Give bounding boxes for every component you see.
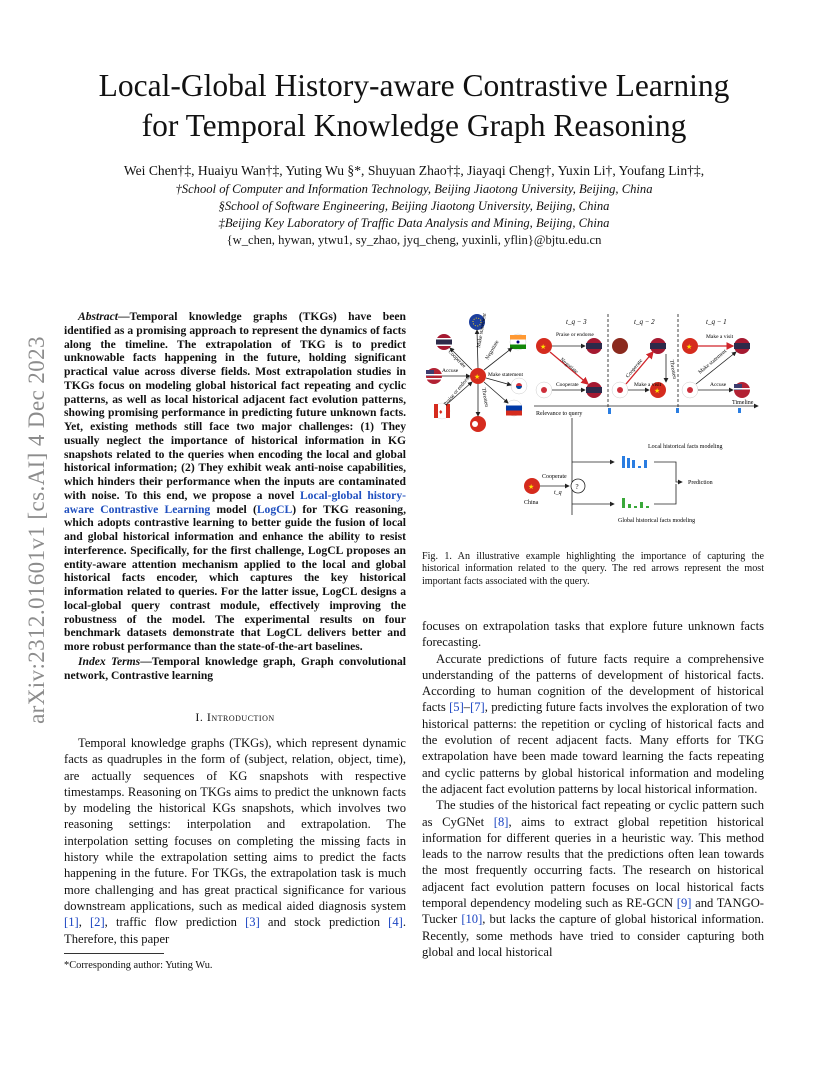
abstract-text-2: model ( <box>210 502 257 516</box>
svg-text:♦: ♦ <box>439 408 443 416</box>
edge-label-statement-tq1: Make statement <box>697 348 729 376</box>
intro-p3-text: The studies of the historical fact repeating or cyclic pattern such as CyGNet <box>422 798 764 829</box>
global-bars <box>622 498 649 508</box>
intro-right-column: focuses on extrapolation tasks that explore future unknown facts forecasting. Accurate predictions of future facts require a comprehensive understanding of the patterns of development of historical facts. According to human cognition of the development of historical facts [5]–[7], predicting future facts involves the exploration of two historical patterns: the repetition or cycling of historical facts and the evolution of recent adjacent facts. Many efforts for TKG extrapolation have been made toward learning the facts repeating and cyclic patterns by global historical information and modeling the adjacent fact evolution patterns by local historical information. The studies of the historical fact repeating or cyclic pattern such as CyGNet [8], aims to extract global repetition historical information for different queries in a heuristic way. This method leads to the narrow results that the predictions often lean towards the most frequently occurring facts. The research on historical adjacent fact evolution pattern focuses on local historical facts temporal dependency modeling such as RE-GCN [9] and TANGO-Tucker [10], but lacks the capture of global historical information. Recently, some methods have tried to consider capturing both global and local historical <box>422 619 764 959</box>
intro-p1-text-c: and stock prediction <box>259 915 389 930</box>
entity-node-india <box>510 334 526 350</box>
abstract: Abstract—Temporal knowledge graphs (TKGs) have been identified as a promising approach to represent the dynamics of facts along the timeline. The extrapolation of TKG is to predict unknowable facts happening in the future, holding significant practical value across diverse fields. Most extrapolation studies in TKGs focus on modeling global historical fact repeating and cyclic patterns, as well as local historical adjacent fact evolution patterns, showing promising performance in predicting future unknown facts. Yet, existing methods still face two major challenges: (1) They usually neglect the importance of historical information in KG snapshots related to the queries when encoding the local and global historical information; (2) They exhibit weak anti-noise capabilities, which hinders their performance when the inputs are contaminated with noise. To this end, we propose a novel Local-global history-aware Contrastive Learning model (LogCL) for TKG reasoning, which adopts contrastive learning to better guide the fusion of local and global historical information and enhance the ability to resist interference. Specifically, for the first challenge, LogCL proposes an entity-aware attention mechanism applied to the local and global historical facts encoder, which captures the key historical information related to queries. For the latter issue, LogCL designs a local-global query contrast module, effectively improving the robustness of the model. The experimental results on four benchmark datasets demonstrate that LogCL delivers better and more robust performance than the state-of-the-art baselines. Index Terms—Temporal knowledge graph, Graph convolutional network, Contrastive learning <box>64 310 406 682</box>
svg-text:★: ★ <box>528 483 535 491</box>
entity-node-thailand-tq3 <box>586 338 602 354</box>
edge-label-make-visit-tq2: Make a visit <box>634 382 662 388</box>
edge-label-praise-tq3: Praise or endorse <box>556 332 594 338</box>
svg-text:★: ★ <box>540 343 547 351</box>
citation-3[interactable]: [3] <box>245 915 260 930</box>
footnote-rule <box>64 953 164 954</box>
section-number: I. <box>195 710 204 724</box>
edge-label-praise-left: Praise or endorse <box>442 374 472 408</box>
prediction-label: Prediction <box>688 480 713 486</box>
entity-node-usa-tq1 <box>734 382 750 398</box>
local-model-label <box>648 443 722 450</box>
global-model-label-text: Global historical facts modeling <box>618 518 696 524</box>
citation-5[interactable]: [5] <box>449 700 464 715</box>
svg-text:★: ★ <box>654 387 661 395</box>
affiliation-3: ‡Beijing Key Laboratory of Traffic Data Analysis and Mining, Beijing, China <box>218 216 610 230</box>
figure-1-caption: Fig. 1. An illustrative example highlighting the importance of capturing the historical information related to the query. The red arrows represent the most important facts associated with the query. <box>422 551 764 587</box>
entity-node-thailand <box>436 334 452 350</box>
intro-left-column: Temporal knowledge graphs (TKGs), which represent dynamic facts as quadruples in the form of (subject, relation, object, time), are actually sequences of KG snapshots with respective timestamps. Reasoning on TKGs aims to predict the unknown facts by modeling the historical KGs snapshots, which involves two reasoning settings: interpolation and extrapolation. The interpolation setting focuses on completing the missing facts in history while the extrapolation setting aims to predict the facts happening in the future. For TKGs, the extrapolation task is much more challenging and has great practical significance for various downstream applications, such as medical aided diagnosis system [1], [2], traffic flow prediction [3] and stock prediction [4]. Therefore, this paper <box>64 736 407 946</box>
abstract-text-1: Temporal knowledge graphs (TKGs) have been identified as a promising approach to represent the dynamics of facts along the timeline. The extrapolation of TKG is to predict unknowable facts happening in the future, holding significant practical value across diverse fields. Most extrapolation studies in TKGs focus on modeling global historical fact repeating and cyclic patterns, as well as local historical adjacent fact evolution patterns, showing promising performance in predicting future unknown facts. Yet, existing methods still face two major challenges: (1) They usually neglect the importance of historical information in KG snapshots related to the queries when encoding the local and global historical information; (2) They exhibit weak anti-noise capabilities, which hinders their performance when the inputs are contaminated with noise. To this end, we propose a novel <box>64 310 406 502</box>
affiliation-2: §School of Software Engineering, Beijing Jiaotong University, Beijing, China <box>218 199 610 213</box>
entity-node-russia <box>506 400 522 416</box>
intro-p3-text-b: , aims to extract global repetition historical information for different queries in a heuristic way. This method leads to the narrow results that the predictions often lean towards the most frequently occurring facts. The research on historical adjacent fact evolution pattern focuses on local historical facts temporal dependency modeling such as RE-GCN <box>422 814 764 911</box>
entity-node-china-tq3 <box>536 338 552 354</box>
title-line-1: Local-Global History-aware Contrastive Learning <box>98 68 730 103</box>
intro-p1-continued: focuses on extrapolation tasks that explore future unknown facts forecasting. <box>422 619 764 650</box>
affiliation-1: †School of Computer and Information Technology, Beijing Jiaotong University, Beijing, China <box>175 182 653 196</box>
svg-text:★: ★ <box>474 373 481 381</box>
edge-label-accuse-tq1: Accuse <box>710 382 727 388</box>
edge-label-make-statement-vertical: Make statement <box>476 312 489 349</box>
abstract-text-3: ) for TKG reasoning, which adopts contrastive learning to better guide the fusion of local and global historical information and enhance the ability to resist interference. Specifically, for the first challenge, LogCL proposes an entity-aware attention mechanism applied to the local and global historical facts encoder, which captures the key historical information related to queries. For the latter issue, LogCL designs a local-global query contrast module, effectively improving the robustness of the model. The experimental results on four benchmark datasets demonstrate that LogCL delivers better and more robust performance than the state-of-the-art baselines. <box>64 502 406 653</box>
intro-p1-text: Temporal knowledge graphs (TKGs), which represent dynamic facts as quadruples in the form of (subject, relation, object, time), are actually sequences of KG snapshots with respective timestamps. Reasoning on TKGs aims to predict the unknown facts by modeling the historical KGs snapshots, which involves two reasoning settings: interpolation and extrapolation. The interpolation setting focuses on completing the missing facts in history while the extrapolation setting aims to predict the facts happening in the future. For TKGs, the extrapolation task is much more challenging and has great practical significance for various downstream applications, such as medical aided diagnosis system <box>64 736 406 913</box>
local-bars <box>622 456 647 468</box>
edge-label-cooperate-tq3: Cooperate <box>556 382 579 388</box>
edge-label-accuse-left: Accuse <box>442 368 459 374</box>
author-emails: {w_chen, hywan, ytwu1, sy_zhao, jyq_cheng, yuxinli, yflin}@bjtu.edu.cn <box>226 233 602 247</box>
entity-node-north-korea <box>470 416 486 432</box>
paper-title <box>40 66 788 146</box>
citation-8[interactable]: [8] <box>493 814 509 829</box>
time-label-1: t_q − 3 <box>566 318 587 326</box>
relevance-bar-tq2 <box>676 408 679 413</box>
edge-label-cooperate-tq2: Cooperate <box>624 358 645 380</box>
section-heading-introduction <box>64 710 406 725</box>
query-entity-china <box>524 478 540 494</box>
entity-node-usa-left <box>426 368 442 384</box>
index-terms-label: Index Terms <box>78 654 141 668</box>
title-line-2: for Temporal Knowledge Graph Reasoning <box>141 108 687 143</box>
timeline-label: Timeline <box>732 400 754 406</box>
arxiv-stamp <box>22 300 52 760</box>
figure-1-diagram <box>422 308 764 546</box>
entity-node-china-center <box>470 368 486 384</box>
relevance-bar-tq3 <box>608 408 611 414</box>
model-full-name: Local-global history-aware Contrastive Learning <box>64 488 406 516</box>
edge-label-threaten-tq2: Threaten <box>668 359 678 380</box>
intro-p1-text-d: . Therefore, this paper <box>64 915 407 946</box>
svg-text:★: ★ <box>686 343 693 351</box>
edge-label-negotiate-tq3: Negotiate <box>558 356 579 376</box>
entity-node-south-korea-tq1 <box>682 382 698 398</box>
entity-node-thailand-tq3b <box>586 382 602 398</box>
local-model-label-text: Local historical facts modeling <box>648 444 723 450</box>
edge-label-cooperate-left: Cooperate <box>446 349 467 370</box>
intro-p1-text-b: , traffic flow prediction <box>104 915 246 930</box>
citation-4[interactable]: [4] <box>388 915 403 930</box>
entity-node-south-korea-left <box>511 378 527 394</box>
edge-label-make-visit-tq1: Make a visit <box>706 334 734 340</box>
intro-p3-text-d: , but lacks the capture of global historical information. Recently, some methods have tried to consider capturing both global and local historical <box>422 912 764 959</box>
time-label-2: t_q − 2 <box>634 318 655 326</box>
citation-9[interactable]: [9] <box>676 896 692 911</box>
author-list: Wei Chen†‡, Huaiyu Wan†‡, Yuting Wu §*, Shuyuan Zhao†‡, Jiayaqi Cheng†, Yuxin Li†, Youfang Lin†‡, <box>123 163 705 178</box>
entity-node-thailand-tq2 <box>650 338 666 354</box>
edge-label-negotiate-left: Negotiate <box>484 339 501 361</box>
entity-node-chocolate-tq2 <box>612 338 628 354</box>
intro-p2-text: Accurate predictions of future facts require a comprehensive understanding of the patterns of development of historical facts. According to human cognition of the development of historical facts <box>422 651 764 715</box>
relevance-label: Relevance to query <box>536 411 583 417</box>
entity-node-china-tq1 <box>682 338 698 354</box>
section-title: Introduction <box>206 710 275 724</box>
figure-1 <box>422 308 764 551</box>
model-short-name: LogCL <box>256 502 293 516</box>
citation-7[interactable]: [7] <box>470 700 485 715</box>
edge-label-make-statement-right: Make statement <box>488 372 523 378</box>
query-question-mark: ? <box>575 483 579 491</box>
global-model-label <box>618 517 695 524</box>
intro-p2-text-b: , predicting future facts involves the exploration of two historical patterns: the repetition or cycling of historical facts and the evolution of recent adjacent facts. Many efforts for TKG extrapolation have been made toward learning the facts repeating and cyclic patterns by global historical information and modeling the adjacent fact evolution patterns by local historical information. <box>422 700 764 796</box>
citation-10[interactable]: [10] <box>461 912 483 927</box>
citation-2[interactable]: [2] <box>89 915 105 930</box>
index-terms-text: Temporal knowledge graph, Graph convolutional network, Contrastive learning <box>64 654 406 682</box>
query-time-label: t_q <box>554 490 562 496</box>
edge-to-south-korea <box>486 378 511 385</box>
flow-local-to-prediction <box>654 462 682 482</box>
citation-1[interactable]: [1] <box>64 915 79 930</box>
intro-p3-text-c: and TANGO-Tucker <box>422 896 764 927</box>
flow-global-to-prediction <box>654 484 676 504</box>
entity-node-south-korea-tq2 <box>612 382 628 398</box>
query-entity-label: China <box>524 500 539 506</box>
relevance-bar-tq1 <box>738 408 741 413</box>
time-label-3: t_q − 1 <box>706 318 727 326</box>
relevance-label-line <box>536 411 582 417</box>
query-relation-label: Cooperate <box>542 474 567 480</box>
arxiv-id: arXiv:2312.01601v1 [cs.AI] 4 Dec 2023 <box>24 336 49 724</box>
edge-label-threaten-left: Threaten <box>480 387 490 408</box>
entity-node-south-korea-tq3 <box>536 382 552 398</box>
footnote: *Corresponding author: Yuting Wu. <box>64 960 213 971</box>
entity-node-thailand-tq1 <box>734 338 750 354</box>
abstract-label: Abstract <box>78 310 118 323</box>
